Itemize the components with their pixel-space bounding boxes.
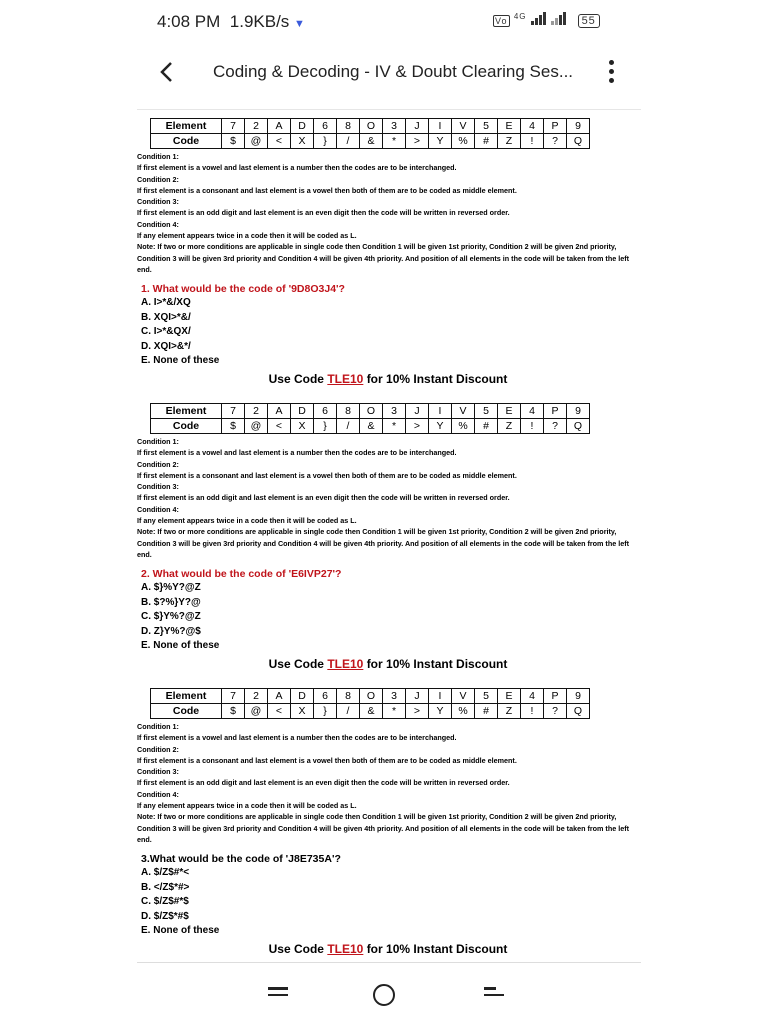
code-cell: / [337, 419, 360, 434]
code-cell: } [314, 704, 337, 719]
element-cell: V [452, 404, 475, 419]
code-cell: ? [544, 419, 567, 434]
discount-prefix: Use Code [268, 656, 324, 671]
condition-title: Condition 3: [137, 767, 179, 777]
element-cell: 6 [314, 119, 337, 134]
code-cell: Y [429, 134, 452, 149]
code-cell: Z [498, 704, 521, 719]
code-cell: Y [429, 419, 452, 434]
element-cell: A [268, 119, 291, 134]
code-cell: ! [521, 704, 544, 719]
code-cell: $ [222, 419, 245, 434]
element-cell: E [498, 689, 521, 704]
code-cell: ? [544, 134, 567, 149]
question-section-1 [137, 118, 631, 403]
element-cell: 8 [337, 404, 360, 419]
battery-level: 55 [581, 15, 596, 27]
options-list [141, 296, 631, 369]
condition-text: If first element is a consonant and last element is a vowel then both of them are to be coded as middle element. [137, 470, 517, 480]
code-table [150, 118, 590, 149]
element-cell: 9 [567, 404, 590, 419]
code-cell: * [383, 419, 406, 434]
option-a: A. I>*&/XQ [141, 297, 191, 309]
element-label: Element [151, 119, 222, 134]
code-cell: & [360, 419, 383, 434]
element-cell: O [360, 689, 383, 704]
option-c: C. I>*&QX/ [141, 326, 191, 338]
conditions-block [137, 151, 631, 275]
condition-text: If first element is an odd digit and last element is an even digit then the code will be written in reversed order. [137, 493, 510, 503]
code-cell: # [475, 419, 498, 434]
element-cell: 9 [567, 689, 590, 704]
element-cell: 5 [475, 404, 498, 419]
element-cell: E [498, 119, 521, 134]
code-row [151, 419, 590, 434]
element-cell: 6 [314, 404, 337, 419]
element-cell: J [406, 119, 429, 134]
code-cell: ! [521, 419, 544, 434]
volte-icon: Vo [495, 16, 508, 26]
condition-text: If first element is a vowel and last element is a number then the codes are to be interchanged. [137, 448, 457, 458]
status-bar [0, 0, 768, 44]
code-cell: & [360, 134, 383, 149]
code-cell: > [406, 704, 429, 719]
question-text: 3.What would be the code of 'J8E735A'? [141, 853, 341, 866]
code-label: Code [151, 134, 222, 149]
status-time [157, 12, 305, 32]
element-cell: 4 [521, 119, 544, 134]
condition-title: Condition 4: [137, 789, 179, 799]
priority-note: Note: If two or more conditions are applicable in single code then Condition 1 will be given 1st priority, Condition 2 will be given 2nd priority, Condition 3 will be given 3rd priority and Condition 4 will be given 4th priority. And position of all elements in the code will be taken from the left end. [137, 527, 629, 559]
code-cell: * [383, 134, 406, 149]
element-cell: I [429, 404, 452, 419]
condition-title: Condition 1: [137, 152, 179, 161]
condition-text: If first element is a consonant and last element is a vowel then both of them are to be coded as middle element. [137, 755, 517, 765]
code-cell: # [475, 134, 498, 149]
conditions-block [137, 721, 631, 845]
back-button-icon[interactable] [484, 987, 504, 1001]
download-icon: ▼ [294, 18, 305, 30]
code-cell: % [452, 704, 475, 719]
option-c: C. $}Y%?@Z [141, 611, 201, 623]
question-text: 2. What would be the code of 'E6IVP27'? [141, 568, 342, 581]
discount-banner [145, 372, 631, 386]
code-label: Code [151, 704, 222, 719]
condition-title: Condition 4: [137, 219, 179, 229]
element-cell: 8 [337, 689, 360, 704]
more-options-icon[interactable] [607, 60, 615, 88]
system-nav-bar [0, 970, 768, 1024]
option-a: A. $/Z$#*< [141, 867, 190, 879]
options-list [141, 581, 631, 654]
element-row [151, 119, 590, 134]
discount-suffix: for 10% Instant Discount [366, 941, 508, 956]
code-cell: * [383, 704, 406, 719]
element-cell: D [291, 689, 314, 704]
condition-text: If first element is an odd digit and last element is an even digit then the code will be written in reversed order. [137, 208, 510, 218]
code-cell: % [452, 419, 475, 434]
code-cell: & [360, 704, 383, 719]
element-cell: 8 [337, 119, 360, 134]
discount-prefix: Use Code [268, 941, 324, 956]
element-cell: 9 [567, 119, 590, 134]
question-section-2 [137, 403, 631, 688]
code-cell: Q [567, 134, 590, 149]
condition-title: Condition 2: [137, 459, 179, 469]
element-cell: I [429, 119, 452, 134]
code-cell: # [475, 704, 498, 719]
condition-text: If first element is a consonant and last element is a vowel then both of them are to be coded as middle element. [137, 185, 517, 195]
recents-button-icon[interactable] [268, 987, 288, 1001]
code-cell: X [291, 704, 314, 719]
condition-text: If any element appears twice in a code then it will be coded as L. [137, 231, 357, 241]
code-row [151, 704, 590, 719]
app-header [145, 44, 625, 104]
option-b: B. </Z$*#> [141, 881, 190, 893]
code-cell: $ [222, 704, 245, 719]
code-cell: Z [498, 134, 521, 149]
element-cell: D [291, 404, 314, 419]
code-cell: Q [567, 419, 590, 434]
header-divider [137, 109, 641, 110]
element-cell: 3 [383, 119, 406, 134]
condition-text: If first element is an odd digit and last element is an even digit then the code will be written in reversed order. [137, 778, 510, 788]
code-cell: Z [498, 419, 521, 434]
discount-banner [145, 657, 631, 671]
priority-note: Note: If two or more conditions are applicable in single code then Condition 1 will be given 1st priority, Condition 2 will be given 2nd priority, Condition 3 will be given 3rd priority and Condition 4 will be given 4th priority. And position of all elements in the code will be taken from the left end. [137, 812, 629, 844]
question-section-3 [137, 688, 631, 973]
code-cell: ! [521, 134, 544, 149]
discount-suffix: for 10% Instant Discount [366, 371, 508, 386]
condition-text: If first element is a vowel and last element is a number then the codes are to be interchanged. [137, 163, 457, 173]
element-label: Element [151, 404, 222, 419]
condition-text: If any element appears twice in a code then it will be coded as L. [137, 801, 357, 811]
signal-icon [531, 12, 547, 28]
element-cell: 6 [314, 689, 337, 704]
option-d: D. $/Z$*#$ [141, 910, 189, 922]
code-cell: X [291, 419, 314, 434]
code-cell: @ [245, 134, 268, 149]
element-cell: D [291, 119, 314, 134]
element-cell: P [544, 689, 567, 704]
option-e: E. None of these [141, 925, 220, 937]
element-cell: 3 [383, 689, 406, 704]
code-cell: } [314, 419, 337, 434]
element-cell: 5 [475, 689, 498, 704]
discount-banner [145, 942, 631, 956]
back-arrow-icon[interactable] [155, 58, 179, 86]
clock: 4:08 PM [157, 12, 221, 31]
element-cell: A [268, 404, 291, 419]
signal-icon-2 [551, 12, 567, 28]
code-cell: @ [245, 419, 268, 434]
home-button-icon[interactable] [373, 984, 395, 1006]
element-cell: O [360, 119, 383, 134]
condition-title: Condition 3: [137, 482, 179, 492]
discount-code: TLE10 [327, 941, 364, 956]
element-cell: E [498, 404, 521, 419]
battery-icon [578, 14, 600, 28]
code-cell: X [291, 134, 314, 149]
element-cell: 2 [245, 689, 268, 704]
element-cell: 5 [475, 119, 498, 134]
code-cell: Y [429, 704, 452, 719]
option-e: E. None of these [141, 640, 220, 652]
code-table [150, 403, 590, 434]
code-cell: } [314, 134, 337, 149]
element-cell: J [406, 689, 429, 704]
condition-title: Condition 2: [137, 174, 179, 184]
document-content[interactable] [137, 118, 631, 973]
discount-suffix: for 10% Instant Discount [366, 656, 508, 671]
nav-divider [137, 962, 641, 963]
code-cell: / [337, 704, 360, 719]
condition-title: Condition 3: [137, 197, 179, 207]
element-cell: 4 [521, 689, 544, 704]
element-cell: 7 [222, 689, 245, 704]
condition-text: If any element appears twice in a code then it will be coded as L. [137, 516, 357, 526]
priority-note: Note: If two or more conditions are applicable in single code then Condition 1 will be given 1st priority, Condition 2 will be given 2nd priority, Condition 3 will be given 3rd priority and Condition 4 will be given 4th priority. And position of all elements in the code will be taken from the left end. [137, 242, 629, 274]
condition-title: Condition 4: [137, 504, 179, 514]
options-list [141, 866, 631, 939]
element-row [151, 404, 590, 419]
code-cell: @ [245, 704, 268, 719]
element-cell: P [544, 404, 567, 419]
element-cell: A [268, 689, 291, 704]
element-cell: I [429, 689, 452, 704]
element-row [151, 689, 590, 704]
element-cell: 2 [245, 404, 268, 419]
element-cell: 7 [222, 404, 245, 419]
element-cell: 7 [222, 119, 245, 134]
discount-prefix: Use Code [268, 371, 324, 386]
option-b: B. XQI>*&/ [141, 311, 191, 323]
status-icons [493, 12, 600, 28]
code-cell: < [268, 704, 291, 719]
code-cell: % [452, 134, 475, 149]
code-cell: $ [222, 134, 245, 149]
element-cell: V [452, 119, 475, 134]
option-d: D. Z}Y%?@$ [141, 625, 201, 637]
option-b: B. $?%}Y?@ [141, 596, 201, 608]
condition-title: Condition 1: [137, 437, 179, 446]
element-cell: 3 [383, 404, 406, 419]
code-cell: > [406, 134, 429, 149]
network-speed: 1.9KB/s [229, 12, 290, 31]
question-text: 1. What would be the code of '9D8O3J4'? [141, 283, 345, 296]
element-cell: 4 [521, 404, 544, 419]
option-c: C. $/Z$#*$ [141, 896, 189, 908]
network-type: 4G [513, 12, 527, 21]
element-label: Element [151, 689, 222, 704]
code-table [150, 688, 590, 719]
element-cell: J [406, 404, 429, 419]
code-cell: / [337, 134, 360, 149]
discount-code: TLE10 [327, 656, 364, 671]
condition-text: If first element is a vowel and last element is a number then the codes are to be interchanged. [137, 733, 457, 743]
code-cell: ? [544, 704, 567, 719]
code-cell: Q [567, 704, 590, 719]
code-cell: < [268, 419, 291, 434]
discount-code: TLE10 [327, 371, 364, 386]
conditions-block [137, 436, 631, 560]
element-cell: P [544, 119, 567, 134]
option-e: E. None of these [141, 355, 220, 367]
code-cell: > [406, 419, 429, 434]
condition-title: Condition 2: [137, 744, 179, 754]
option-a: A. $}%Y?@Z [141, 582, 201, 594]
page-title: Coding & Decoding - IV & Doubt Clearing Ses... [213, 62, 574, 81]
code-row [151, 134, 590, 149]
code-label: Code [151, 419, 222, 434]
condition-title: Condition 1: [137, 722, 179, 731]
element-cell: O [360, 404, 383, 419]
code-cell: < [268, 134, 291, 149]
option-d: D. XQI>&*/ [141, 340, 191, 352]
element-cell: V [452, 689, 475, 704]
element-cell: 2 [245, 119, 268, 134]
